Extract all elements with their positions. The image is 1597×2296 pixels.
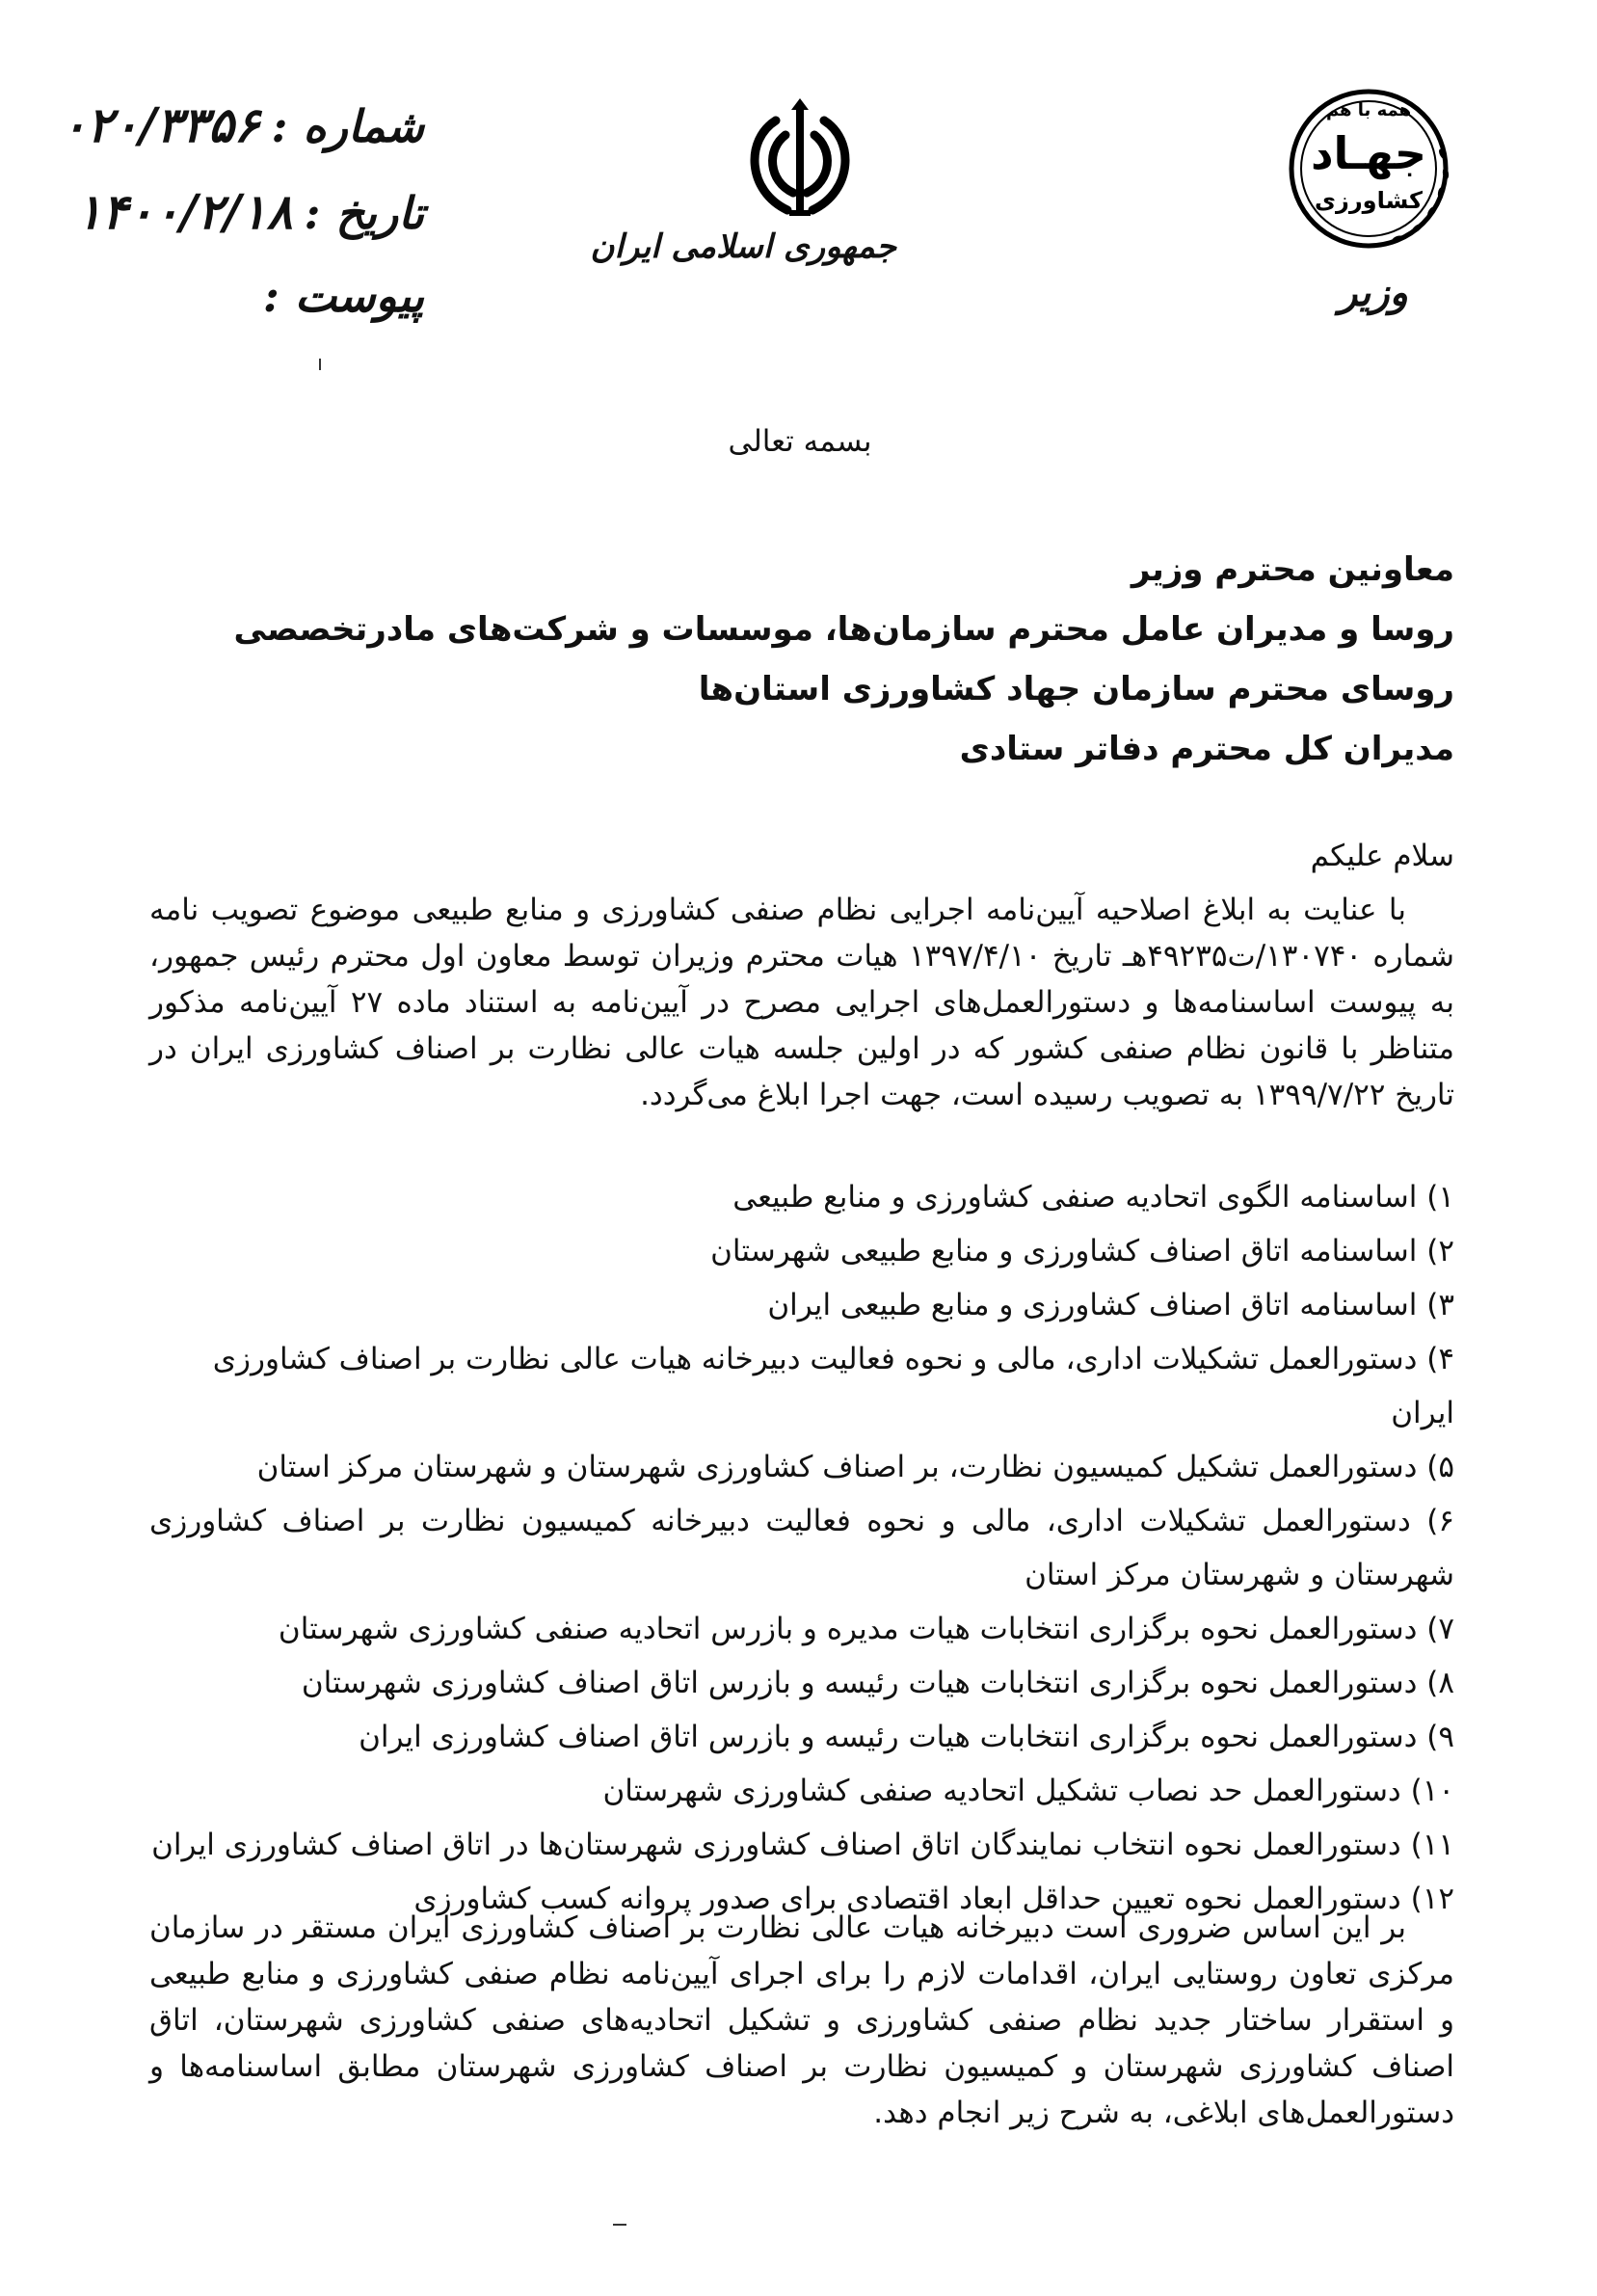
logo-sub-text: کشاورزی (1315, 187, 1423, 214)
list-item: ۴) دستورالعمل تشکیلات اداری، مالی و نحوه فعالیت دبیرخانه هیات عالی نظارت بر اصناف کشاورزی ایران (212, 1342, 1454, 1430)
list-item: ۱۱) دستورالعمل نحوه انتخاب نمایندگان اتاق اصناف کشاورزی شهرستان‌ها در اتاق اصناف کشاورزی ایران (151, 1828, 1454, 1862)
recipient-line: روسای محترم سازمان جهاد کشاورزی استان‌ها (698, 670, 1454, 708)
minister-label: وزیر (1339, 270, 1408, 315)
logo-top-text: همه با هم (1325, 100, 1412, 120)
date-value: ۱۴۰۰/۲/۱۸ (75, 183, 293, 240)
list-item: ۱۲) دستورالعمل نحوه تعیین حداقل ابعاد اقتصادی برای صدور پروانه کسب کشاورزی (413, 1882, 1454, 1916)
attachments-list (149, 1170, 1454, 1926)
attachment-row (77, 270, 424, 357)
date-row (77, 183, 424, 270)
list-item: ۱۰) دستورالعمل حد نصاب تشکیل اتحادیه صنفی کشاورزی شهرستان (602, 1774, 1454, 1808)
list-item: ۳) اساسنامه اتاق اصناف کشاورزی و منابع طبیعی ایران (767, 1288, 1454, 1322)
scan-mark (613, 2224, 626, 2226)
list-item: ۲) اساسنامه اتاق اصناف کشاورزی و منابع طبیعی شهرستان (710, 1234, 1454, 1268)
list-item: ۱) اساسنامه الگوی اتحادیه صنفی کشاورزی و منابع طبیعی (732, 1180, 1454, 1215)
invocation: بسمه تعالی (728, 424, 872, 459)
recipients (233, 540, 1454, 779)
closing-paragraph: بر این اساس ضروری است دبیرخانه هیات عالی نظارت بر اصناف کشاورزی ایران مستقر در سازمان مرکزی تعاون روستایی ایران، اقدامات لازم را برای اجرای آیین‌نامه نظام صنفی کشاورزی و منابع طبیعی و استقرار ساختار جدید نظام صنفی کشاورزی و تشکیل اتحادیه‌های صنفی کشاورزی شهرستان، اتاق اصناف کشاورزی شهرستان و کمیسیون نظارت بر اصناف کشاورزی شهرستان مطابق اساسنامه‌ها و دستورالعمل‌های ابلاغی، به شرح زیر انجام دهد. (149, 1910, 1454, 2130)
iran-emblem-icon (737, 96, 863, 222)
national-emblem (590, 96, 896, 266)
list-item: ۷) دستورالعمل نحوه برگزاری انتخابات هیات مدیره و بازرس اتحادیه صنفی کشاورزی شهرستان (278, 1612, 1454, 1646)
recipient-line: مدیران کل محترم دفاتر ستادی (959, 730, 1454, 768)
list-item: ۶) دستورالعمل تشکیلات اداری، مالی و نحوه فعالیت دبیرخانه کمیسیون نظارت بر اصناف کشاورزی شهرستان و شهرستان مرکز استان (149, 1504, 1454, 1592)
emblem-caption: جمهوری اسلامی ایران (590, 227, 896, 266)
list-item: ۵) دستورالعمل تشکیل کمیسیون نظارت، بر اصناف کشاورزی شهرستان و شهرستان مرکز استان (256, 1450, 1454, 1484)
logo-main-text: جهـاد (1310, 127, 1427, 179)
recipient-line: معاونین محترم وزیر (1131, 550, 1454, 589)
scan-mark (319, 359, 321, 370)
greeting: سلام علیکم (1310, 839, 1454, 873)
list-item: ۸) دستورالعمل نحوه برگزاری انتخابات هیات رئیسه و بازرس اتاق اصناف کشاورزی شهرستان (301, 1666, 1454, 1700)
attachment-label: پیوست : (262, 270, 424, 322)
date-label: تاریخ : (304, 187, 424, 239)
number-value: ۰۲۰/۳۳۵۶ (61, 96, 260, 153)
recipient-line: روسا و مدیران عامل محترم سازمان‌ها، موسسات و شرکت‌های مادرتخصصی (233, 610, 1454, 649)
number-row (61, 96, 424, 183)
intro-paragraph: با عنایت به ابلاغ اصلاحیه آیین‌نامه اجرایی نظام صنفی کشاورزی و منابع طبیعی موضوع تصویب نامه شماره ۱۳۰۷۴۰/ت۴۹۲۳۵هـ تاریخ ۱۳۹۷/۴/۱۰ هیات محترم وزیران توسط معاون اول محترم رئیس جمهور، به پیوست اساسنامه‌ها و دستورالعمل‌های اجرایی مصرح در آیین‌نامه به استناد ماده ۲۷ آیین‌نامه مذکور متناظر با قانون نظام صنفی کشور که در اولین جلسه هیات عالی نظارت بر اصناف کشاورزی ایران در تاریخ ۱۳۹۹/۷/۲۲ به تصویب رسیده است، جهت اجرا ابلاغ می‌گردد. (149, 893, 1455, 1112)
number-label: شماره : (271, 100, 424, 152)
reference-block (61, 96, 424, 357)
list-item: ۹) دستورالعمل نحوه برگزاری انتخابات هیات رئیسه و بازرس اتاق اصناف کشاورزی ایران (359, 1720, 1454, 1754)
